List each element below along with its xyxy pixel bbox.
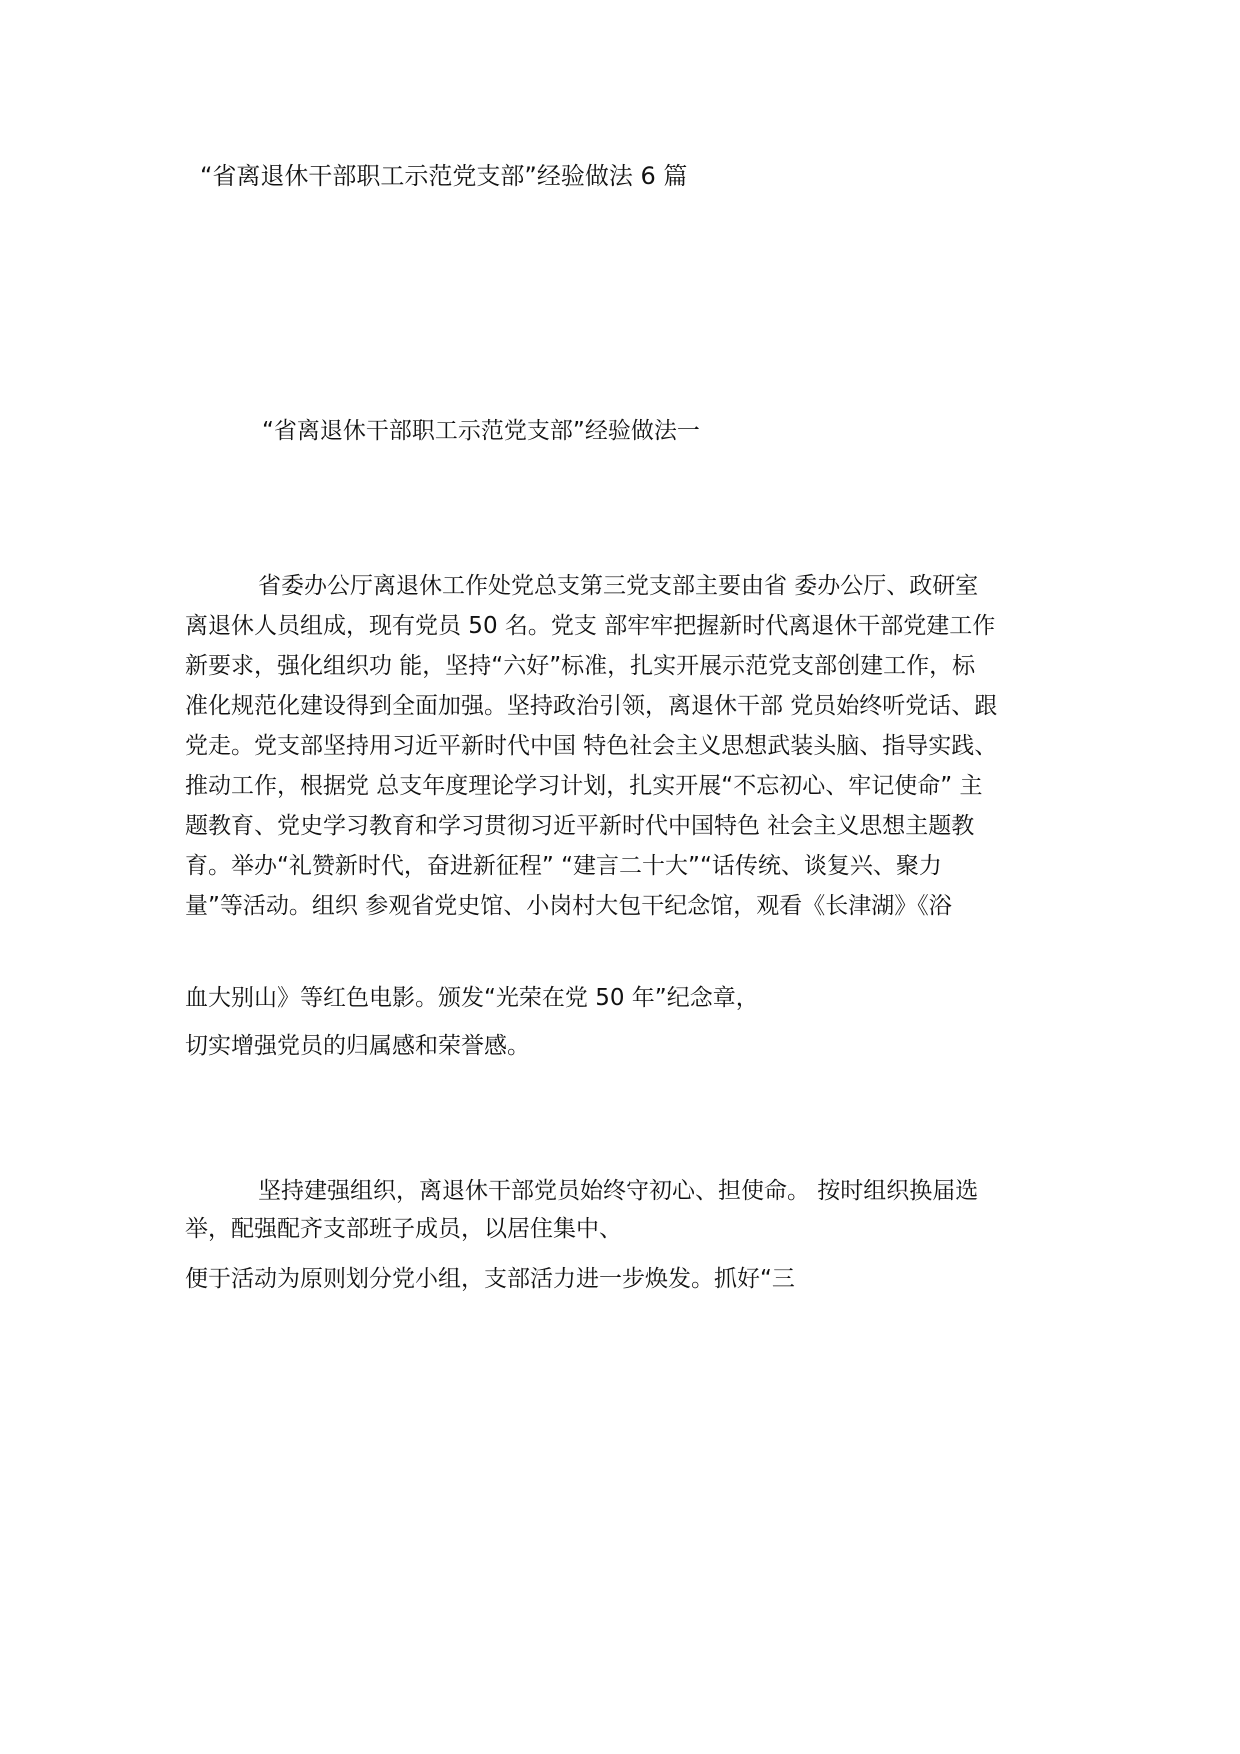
paragraph-line: 坚持建强组织，离退休干部党员始终守初心、担使命。 按时组织换届选 <box>258 1178 979 1204</box>
document-title: “省离退休干部职工示范党支部”经验做法 6 篇 <box>200 162 688 190</box>
paragraph-line: 举，配强配齐支部班子成员，以居住集中、 <box>185 1216 622 1242</box>
section-title: “省离退休干部职工示范党支部”经验做法一 <box>262 418 700 444</box>
paragraph-line: 党走。党支部坚持用习近平新时代中国 特色社会主义思想武装头脑、指导实践、 <box>185 733 998 759</box>
paragraph-line: 便于活动为原则划分党小组，支部活力进一步焕发。抓好“三 <box>185 1266 795 1292</box>
paragraph-line: 新要求，强化组织功 能，坚持“六好”标准，扎实开展示范党支部创建工作，标 <box>185 653 976 679</box>
paragraph-line: 量”等活动。组织 参观省党史馆、小岗村大包干纪念馆，观看《长津湖》《浴 <box>185 893 952 919</box>
paragraph-line: 育。举办“礼赞新时代，奋进新征程” “建言二十大”“话传统、谈复兴、聚力 <box>185 853 942 879</box>
paragraph-line: 推动工作，根据党 总支年度理论学习计划，扎实开展“不忘初心、牢记使命” 主 <box>185 773 983 799</box>
paragraph-line: 准化规范化建设得到全面加强。坚持政治引领，离退休干部 党员始终听党话、跟 <box>185 693 998 719</box>
paragraph-line: 离退休人员组成，现有党员 50 名。党支 部牢牢把握新时代离退休干部党建工作 <box>185 613 996 639</box>
paragraph-line: 切实增强党员的归属感和荣誉感。 <box>185 1033 530 1059</box>
paragraph-line: 省委办公厅离退休工作处党总支第三党支部主要由省 委办公厅、政研室 <box>258 573 979 599</box>
paragraph-line: 题教育、党史学习教育和学习贯彻习近平新时代中国特色 社会主义思想主题教 <box>185 813 975 839</box>
paragraph-line: 血大别山》等红色电影。颁发“光荣在党 50 年”纪念章， <box>185 985 759 1011</box>
